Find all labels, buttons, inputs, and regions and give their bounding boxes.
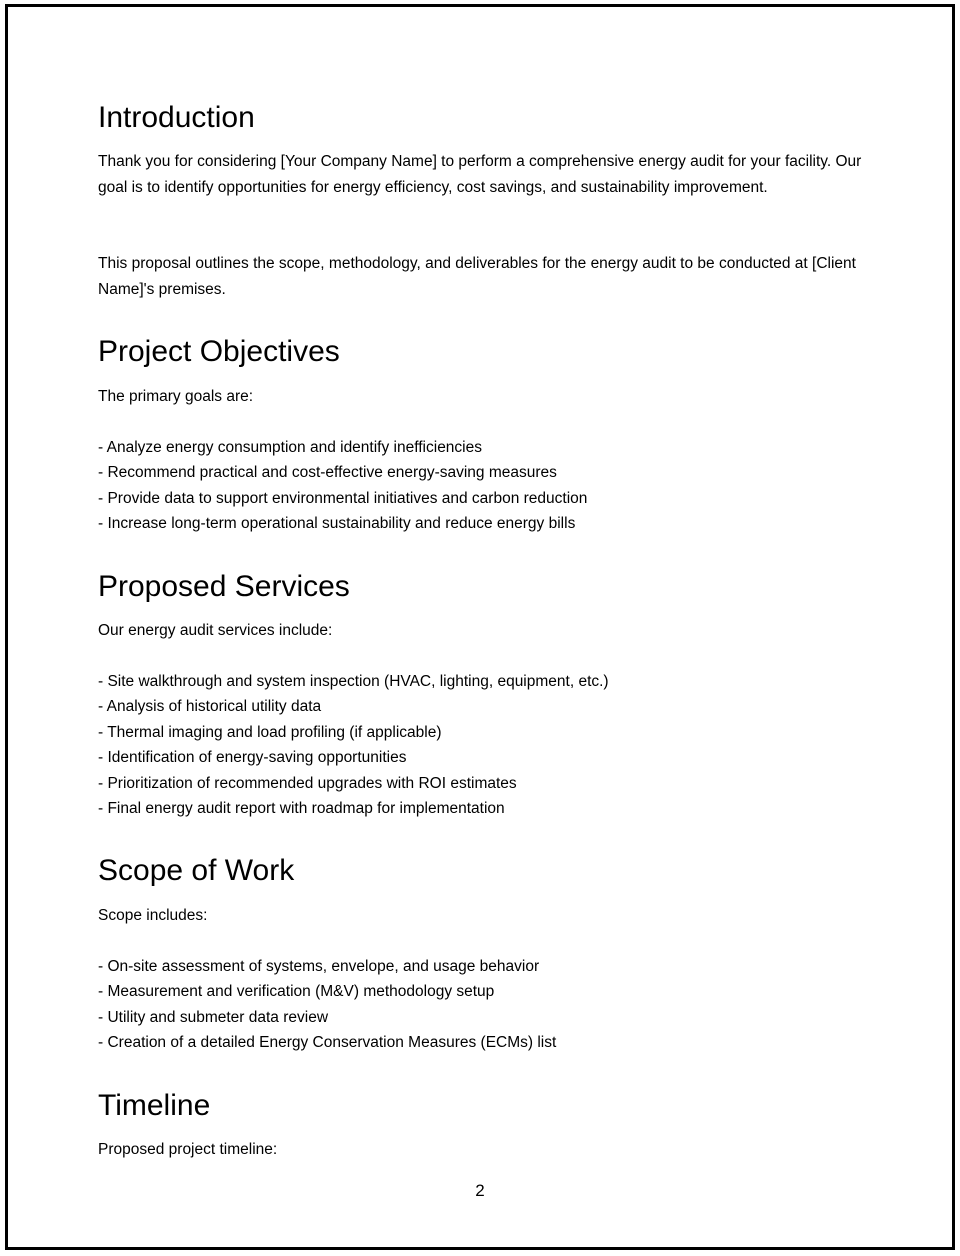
introduction-paragraph-1: Thank you for considering [Your Company Name] to perform a comprehensive energy audit for your facility. Our goal is to identify opportunities for energy efficiency, cost savings, and sustainability improvement. — [98, 153, 862, 196]
list-item: - Identification of energy-saving opportunities — [98, 749, 407, 767]
proposed-services-intro: Our energy audit services include: — [98, 622, 333, 639]
document-page — [5, 4, 955, 1250]
list-item: - Analyze energy consumption and identify inefficiencies — [98, 439, 482, 456]
list-item: - Creation of a detailed Energy Conservation Measures (ECMs) list — [98, 1034, 557, 1052]
list-item: - Recommend practical and cost-effective energy-saving measures — [98, 464, 557, 482]
list-item: - Final energy audit report with roadmap for implementation — [98, 800, 505, 818]
list-item: - Measurement and verification (M&V) methodology setup — [98, 983, 495, 1001]
project-objectives-intro: The primary goals are: — [98, 388, 254, 405]
list-item: - Prioritization of recommended upgrades with ROI estimates — [98, 774, 517, 792]
section-heading-scope-of-work: Scope of Work — [98, 854, 295, 887]
list-item: - On-site assessment of systems, envelope, and usage behavior — [98, 958, 540, 975]
scope-of-work-intro: Scope includes: — [98, 907, 208, 924]
section-heading-proposed-services: Proposed Services — [98, 570, 350, 603]
introduction-paragraph-2: This proposal outlines the scope, methodology, and deliverables for the energy audit to be conducted at [Client Name]'s premises. — [98, 255, 856, 298]
section-heading-timeline: Timeline — [98, 1089, 211, 1122]
page-number: 2 — [475, 1181, 485, 1200]
project-objectives-list — [98, 435, 587, 537]
timeline-intro: Proposed project timeline: — [98, 1141, 278, 1158]
list-item: - Thermal imaging and load profiling (if applicable) — [98, 723, 442, 741]
list-item: - Site walkthrough and system inspection (HVAC, lighting, equipment, etc.) — [98, 673, 609, 690]
scope-of-work-list — [98, 954, 556, 1056]
section-heading-project-objectives: Project Objectives — [98, 335, 340, 368]
section-heading-introduction: Introduction — [98, 101, 255, 134]
list-item: - Provide data to support environmental initiatives and carbon reduction — [98, 489, 588, 507]
list-item: - Increase long-term operational sustainability and reduce energy bills — [98, 515, 576, 533]
list-item: - Analysis of historical utility data — [98, 698, 322, 716]
list-item: - Utility and submeter data review — [98, 1008, 329, 1026]
proposed-services-list — [98, 669, 609, 821]
